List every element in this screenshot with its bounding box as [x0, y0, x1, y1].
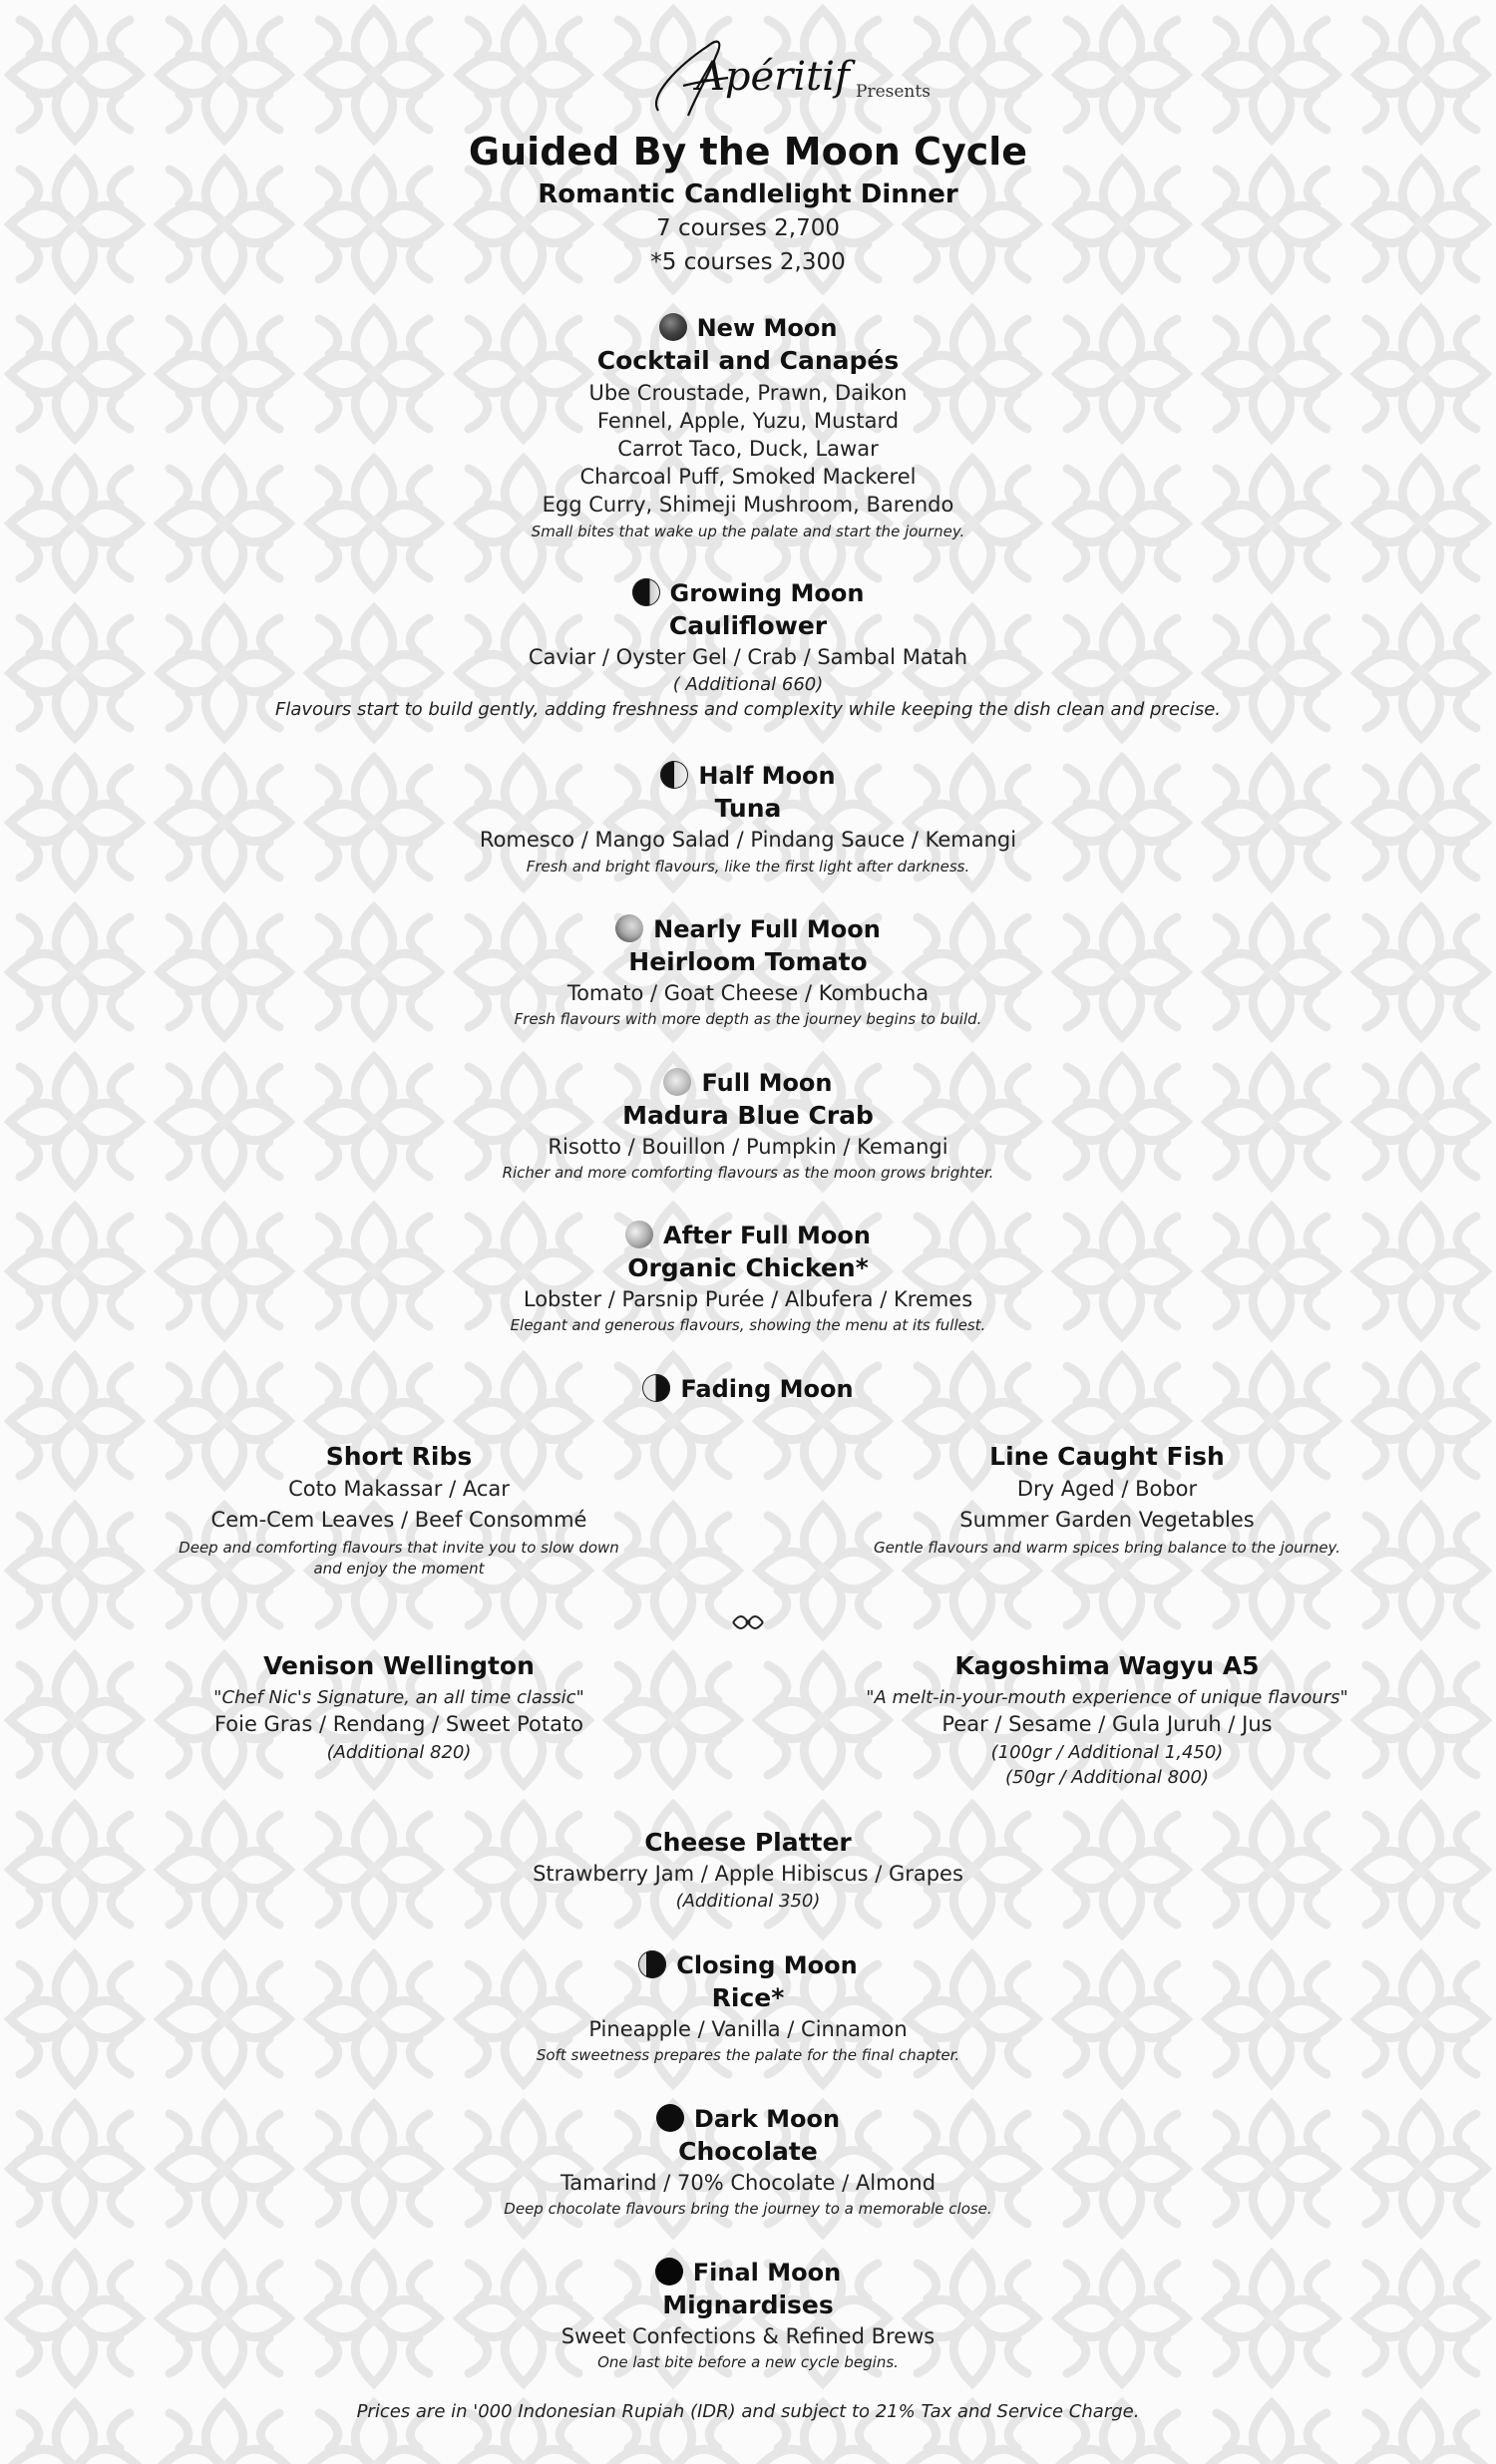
- ornament-divider-icon: [731, 1612, 765, 1632]
- dish-cheese-platter: Cheese Platter: [644, 1828, 852, 1857]
- course-line: Foie Gras / Rendang / Sweet Potato: [213, 1712, 584, 1736]
- course-note: Soft sweetness prepares the palate for the final chapter.: [536, 2046, 960, 2064]
- course-line: Romesco / Mango Salad / Pindang Sauce / Kemangi: [479, 828, 1017, 852]
- aperitif-logo: [638, 16, 858, 126]
- course-line: Sweet Confections & Refined Brews: [561, 2324, 935, 2348]
- after-full-moon-icon: [625, 1221, 653, 1248]
- course-additional-price: (50gr / Additional 800): [1004, 1767, 1210, 1788]
- course-line: Dry Aged / Bobor: [1016, 1477, 1198, 1501]
- course-dish: Chocolate: [678, 2137, 818, 2166]
- course-line: Pear / Sesame / Gula Juruh / Jus: [941, 1712, 1273, 1736]
- dish-quote: "Chef Nic's Signature, an all time classic": [213, 1687, 584, 1708]
- course-line: Cem-Cem Leaves / Beef Consommé: [210, 1508, 587, 1532]
- course-note: and enjoy the moment: [313, 1560, 485, 1578]
- course-line: Pineapple / Vanilla / Cinnamon: [588, 2017, 908, 2041]
- new-moon-icon: [659, 313, 687, 341]
- course-note: Fresh flavours with more depth as the journey begins to build.: [514, 1010, 982, 1028]
- course-dish: Rice*: [711, 1983, 785, 2012]
- course-note: Richer and more comforting flavours as the moon grows brighter.: [502, 1164, 994, 1182]
- dish-short-ribs: Short Ribs: [325, 1442, 473, 1471]
- course-phase-final-moon: Final Moon: [0, 2258, 1496, 2287]
- course-phase-nearly-full-moon: Nearly Full Moon: [0, 914, 1496, 943]
- course-phase-growing-moon: Growing Moon: [0, 578, 1496, 607]
- course-additional-price: (Additional 820): [326, 1742, 472, 1763]
- dark-moon-icon: [656, 2104, 684, 2132]
- course-phase-closing-moon: Closing Moon: [0, 1950, 1496, 1979]
- dish-venison-wellington: Venison Wellington: [263, 1651, 535, 1680]
- course-line: Summer Garden Vegetables: [959, 1508, 1255, 1532]
- course-note: One last bite before a new cycle begins.: [597, 2353, 899, 2371]
- course-line: Fennel, Apple, Yuzu, Mustard: [596, 409, 900, 433]
- dish-kagoshima-wagyu: Kagoshima Wagyu A5: [954, 1651, 1260, 1680]
- dish-line-caught-fish: Line Caught Fish: [989, 1442, 1225, 1471]
- menu-title: Guided By the Moon Cycle: [468, 130, 1028, 174]
- dish-quote: "A melt-in-your-mouth experience of unique flavours": [866, 1687, 1348, 1708]
- course-dish: Madura Blue Crab: [622, 1101, 874, 1130]
- course-dish: Cauliflower: [668, 611, 828, 640]
- course-line: Coto Makassar / Acar: [288, 1477, 510, 1501]
- course-line: Egg Curry, Shimeji Mushroom, Barendo: [542, 493, 954, 517]
- course-dish: Cocktail and Canapés: [596, 346, 900, 375]
- course-line: Risotto / Bouillon / Pumpkin / Kemangi: [548, 1135, 948, 1159]
- course-phase-dark-moon: Dark Moon: [0, 2104, 1496, 2133]
- course-line: Strawberry Jam / Apple Hibiscus / Grapes: [533, 1862, 963, 1886]
- closing-moon-icon: [638, 1950, 666, 1978]
- course-additional-price: (100gr / Additional 1,450): [990, 1742, 1224, 1763]
- course-note: Small bites that wake up the palate and start the journey.: [531, 523, 965, 540]
- course-phase-full-moon: Full Moon: [0, 1068, 1496, 1097]
- course-note: Deep and comforting flavours that invite you to slow down: [179, 1539, 619, 1557]
- course-phase-new-moon: New Moon: [0, 313, 1496, 342]
- half-moon-icon: [660, 761, 688, 789]
- fading-moon-icon: [642, 1374, 670, 1402]
- course-note: Deep chocolate flavours bring the journey to a memorable close.: [504, 2200, 992, 2218]
- course-additional-price: (Additional 350): [675, 1891, 821, 1912]
- course-dish: Tuna: [714, 794, 782, 823]
- svg-text:Apéritif: Apéritif: [696, 54, 850, 100]
- course-note: Gentle flavours and warm spices bring balance to the journey.: [873, 1539, 1341, 1557]
- price-footnote: Prices are in '000 Indonesian Rupiah (IDR) and subject to 21% Tax and Service Charge.: [356, 2401, 1140, 2422]
- final-moon-icon: [655, 2258, 683, 2286]
- course-dish: Heirloom Tomato: [628, 947, 868, 976]
- price-five-courses: *5 courses 2,300: [650, 249, 846, 275]
- presents-label: Presents: [856, 82, 931, 102]
- course-line: Caviar / Oyster Gel / Crab / Sambal Matah: [528, 645, 968, 669]
- course-line: Carrot Taco, Duck, Lawar: [617, 437, 879, 461]
- course-dish: Organic Chicken*: [627, 1253, 869, 1282]
- course-line: Ube Croustade, Prawn, Daikon: [588, 381, 908, 405]
- course-additional-price: ( Additional 660): [672, 674, 824, 695]
- course-note: Elegant and generous flavours, showing the menu at its fullest.: [510, 1316, 986, 1334]
- course-note: Flavours start to build gently, adding freshness and complexity while keeping the dish clean and precise.: [274, 699, 1222, 720]
- course-phase-half-moon: Half Moon: [0, 761, 1496, 790]
- course-phase-fading-moon: Fading Moon: [0, 1374, 1496, 1403]
- course-line: Lobster / Parsnip Purée / Albufera / Kremes: [523, 1287, 973, 1311]
- course-dish: Mignardises: [662, 2290, 834, 2319]
- course-line: Charcoal Puff, Smoked Mackerel: [579, 465, 917, 489]
- full-moon-icon: [663, 1068, 691, 1096]
- price-seven-courses: 7 courses 2,700: [656, 215, 840, 241]
- course-phase-after-full-moon: After Full Moon: [0, 1221, 1496, 1249]
- course-note: Fresh and bright flavours, like the first light after darkness.: [526, 858, 970, 876]
- growing-moon-icon: [632, 578, 660, 606]
- course-line: Tomato / Goat Cheese / Kombucha: [566, 981, 930, 1005]
- course-line: Tamarind / 70% Chocolate / Almond: [560, 2171, 936, 2195]
- nearly-full-moon-icon: [615, 914, 643, 942]
- menu-subtitle: Romantic Candlelight Dinner: [538, 179, 958, 209]
